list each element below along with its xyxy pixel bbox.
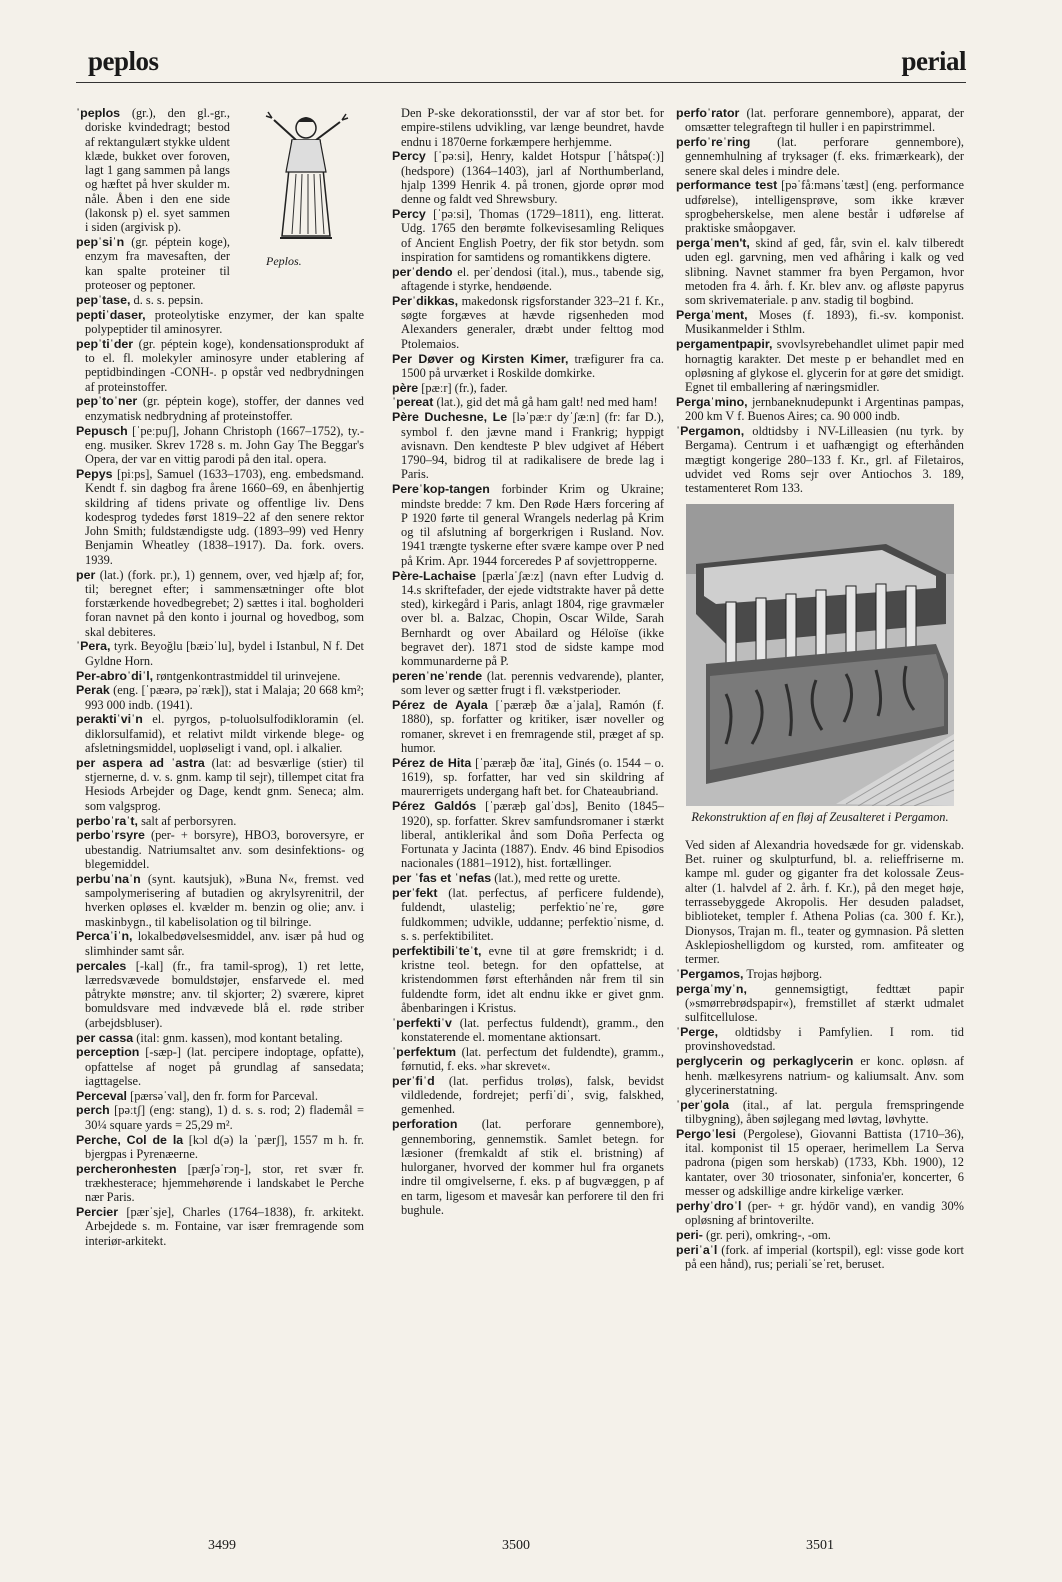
entry-definition: (lat. perennis vedvarende), planter, som lever og sætter frugt i fl. vækstperioder. — [401, 669, 664, 698]
entry-headword: ˈpereat — [392, 395, 434, 410]
dictionary-entry — [392, 1045, 664, 1074]
entry-headword: Percy — [392, 207, 426, 222]
entry-headword: periˈaˈl — [676, 1242, 718, 1257]
dictionary-entry — [76, 669, 364, 683]
dictionary-entry — [676, 838, 964, 967]
peplos-illustration — [236, 106, 364, 266]
entry-definition: (gr. péptein koge), stoffer, der dannes ved enzymatisk nedbrydning af proteinstoffer. — [85, 394, 364, 423]
entry-definition: (per- + borsyre), HBO3, boroversyre, er ubestandig. Natriumsaltet anv. som desinfektions- og blegemiddel. — [85, 828, 364, 871]
entry-headword: Père-Lachaise — [392, 568, 477, 583]
entry-definition: (gr. péptein koge), kondensationsprodukt af to el. fl. molekyler aminosyre under etablering af peptidbindingen -CONH-. p opstår ved nedbrydningen af proteinstoffer. — [85, 336, 364, 394]
entry-headword: pergaˈmyˈn, — [676, 981, 747, 996]
entry-headword: Pergaˈmino, — [676, 394, 748, 409]
peplos-figure-drawing — [236, 106, 364, 252]
entry-definition: træfigurer fra ca. 1500 på urværket i Roskilde domkirke. — [401, 351, 664, 380]
dictionary-entry — [392, 569, 664, 669]
dictionary-entry — [76, 872, 364, 929]
dictionary-entry — [76, 959, 364, 1030]
entry-definition: [kɔl d(ə) la ˈpærʃ], 1557 m h. fr. bjergpas i Pyrenæerne. — [85, 1132, 364, 1161]
entry-definition: (gr.), den gl.-gr., doriske kvindedragt; bestod af rektangulært stykke uldent klæde, bukket over foroven, lagt 1 gang sammen på langs og hæftet på hver skulder m. nåle. Åben i den ene side (lakonsk p) el. syet sammen i siden (argivisk p). — [85, 106, 230, 235]
dictionary-entry — [392, 799, 664, 870]
entry-definition: lokalbedøvelsesmiddel, anv. især på hud og slimhinder samt sår. — [85, 929, 364, 958]
col2-entries — [392, 106, 664, 1217]
entry-definition: oldtidsby i Pamfylien. I rom. tid provinshovedstad. — [685, 1025, 964, 1054]
dictionary-entry — [76, 1089, 364, 1103]
entry-definition: [ˈpæræþ ðæ aˈjala], Ramón (f. 1880), sp. forfatter og kritiker, især noveller og romaner, skrevet i en fremragende stil, præget af sp. humor. — [401, 698, 664, 756]
entry-headword: pepˈtiˈder — [76, 336, 134, 351]
entry-headword: perboˈraˈt, — [76, 813, 138, 828]
entry-definition: (lat. perfectus, af perficere fuldende), fuldendt, ulastelig; perfektioˈneˈre, gøre fuldkommen; udvikle, uddanne; perfektioˈnisme, d. s. s. perfektibilitet. — [401, 886, 664, 943]
entry-headword: Pérez de Hita — [392, 755, 472, 770]
entry-headword: Pergaˈment, — [676, 308, 748, 323]
dictionary-entry — [676, 1025, 964, 1054]
entry-definition: (synt. kautsjuk), »Buna N«, fremst. ved sampolymerisering af butadien og akrylsyrenitril, der hverken opløses el. kvælder m. benzin og olie; anv. i maskinbygn., til kabelisolation og til bilringe. — [85, 871, 364, 929]
entry-definition: [-kal] (fr., fra tamil-sprog), 1) ret lette, lærredsvævede bomuldstøjer, ensfarvede el. med påtrykte mønstre; anv. til skjorter; 2) sværere, kipret bomuldsvare med indvævede blå el. røde striber (arbejdsbluser). — [85, 958, 364, 1030]
entry-headword: peptiˈdaser, — [76, 307, 146, 322]
dictionary-entry — [676, 1054, 964, 1097]
entry-headword: Perˈdikkas, — [392, 293, 459, 308]
page-number-left: 3499 — [208, 1538, 236, 1553]
entry-definition: [pæːr] (fr.), fader. — [421, 380, 508, 395]
entry-definition: Trojas højborg. — [746, 966, 823, 981]
entry-headword: perhyˈdroˈl — [676, 1198, 742, 1213]
dictionary-entry — [392, 149, 664, 206]
entry-headword: pepˈsiˈn — [76, 235, 125, 250]
dictionary-entry — [76, 308, 364, 337]
entry-definition: [ˈpæræþ galˈdɔs], Benito (1845–1920), sp. forfatter. Skrev samfundsromaner i stærkt liberal, antiklerikal ånd som Doña Perfecta og Fortunata y Jacinta (1887). Endv. 46 bind Episodios nacionales (1881–1912), hist. fortællinger. — [401, 799, 664, 871]
entry-headword: ˈperˈgola — [676, 1097, 730, 1112]
dictionary-entry — [392, 698, 664, 755]
dictionary-entry — [76, 814, 364, 828]
entry-definition: (Pergolese), Giovanni Battista (1710–36), ital. komponist til 15 operaer, herimellem La Serva padrona (pigen som herskab) (1733, Kbh. 1900), 12 kantater, over 30 triosonater, sinfonia'er, koncerter, 6 messer og adskillige andre kirkelige værker. — [685, 1126, 964, 1198]
entry-definition: [pəˈfåːmənsˈtæst] (eng. performance udførelse), intelligensprøve, som ikke kræver sprogbeherskelse, men alene består i udførelse af praktiske småopgaver. — [685, 178, 964, 236]
entry-headword: per aspera ad ˈastra — [76, 755, 205, 770]
pergamon-altar-photo — [686, 504, 954, 806]
dictionary-entry — [76, 828, 364, 871]
entry-headword: percheronhesten — [76, 1161, 177, 1176]
pergamon-photo-caption: Rekonstruktion af en fløj af Zeusalteret i Pergamon. — [691, 809, 949, 824]
entry-headword: percales — [76, 958, 127, 973]
entry-definition: el. pyrgos, p-toluolsulfodikloramin (el. diklorsulfamid), et relativt mildt virkende blege- og afsletningsmiddel, uopløseligt i vand, opl. i alkalier. — [85, 712, 364, 756]
entry-definition: (fork. af imperial (kortspil), egl: visse gode kort på een hånd), rus; perialiˈseˈret, beruset. — [685, 1242, 964, 1271]
entry-headword: Pepusch — [76, 423, 128, 438]
dictionary-entry — [676, 308, 964, 337]
dictionary-entry — [676, 1199, 964, 1228]
page-number-middle: 3500 — [502, 1538, 530, 1553]
entry-definition: evne til at gøre fremskridt; i d. kristne teol. betegn. for den opfattelse, at kristendommen først efterhånden når frem til sin fuldendte form, idet alt endnu ikke er givet gnm. åbenbaringen i Kristus. — [401, 943, 664, 1015]
dictionary-entry — [392, 106, 664, 149]
dictionary-entry — [76, 1103, 364, 1132]
dictionary-entry — [76, 1162, 364, 1205]
dictionary-entry — [392, 410, 664, 481]
entry-headword: perfoˈreˈring — [676, 135, 751, 150]
entry-headword: peri- — [676, 1227, 703, 1242]
entry-definition: [piːps], Samuel (1633–1703), eng. embedsmand. Kendt f. sin dagbog fra årene 1660–69, en åbenhjertig skildring af tidens private og offentlige liv. Dens kodesprog tydedes først 1819–22 af den senere rektor John Smith; fuldstændigste udg. (1893–99) ved Henry Benjamin Wheatley (1838–1917). Da. fork. overs. 1939. — [85, 466, 364, 567]
entry-headword: perch — [76, 1103, 110, 1118]
dictionary-entry — [676, 236, 964, 307]
entry-definition: jernbaneknudepunkt i Argentinas pampas, 200 km V f. Buenos Aires; ca. 90 000 indb. — [685, 394, 964, 424]
entry-headword: perfektibiliˈteˈt, — [392, 943, 482, 958]
entry-headword: perbuˈnaˈn — [76, 871, 141, 886]
entry-definition: proteolytiske enzymer, der kan spalte polypeptider til aminosyrer. — [85, 307, 364, 336]
dictionary-entry — [392, 944, 664, 1015]
entry-definition: Ved siden af Alexandria hovedsæde for gr. videnskab. Bet. ruiner og skulpturfund, bl. a. relieffriserne m. kampe ml. guder og giganter fra det kolossale Zeus-alter (1. halvdel af 2. årh. f. Kr.), på den meget høje, terrassebyggede Akropolis. Her desuden paladset, biblioteket, templer f. Athena Polias (ca. 300 f. Kr.), Dionysos, Trajan m. fl., teater og gymnasion. På sletten Asklepioshelligdom og kursted, rom. amfiteater og termer. — [685, 837, 964, 967]
entry-headword: Perak — [76, 683, 110, 698]
dictionary-entry — [76, 756, 364, 813]
entry-headword: Perche, Col de la — [76, 1132, 184, 1147]
dictionary-entry — [392, 756, 664, 799]
pergamon-altar-drawing — [686, 504, 954, 806]
entry-headword: perforation — [392, 1117, 458, 1132]
dictionary-entry — [392, 207, 664, 264]
dictionary-entry — [76, 929, 364, 958]
col1-entries — [76, 106, 364, 1248]
entry-definition: [pærsəˈval], den fr. form for Parceval. — [130, 1088, 318, 1103]
dictionary-entry — [392, 669, 664, 698]
entry-headword: pergaˈmen't, — [676, 236, 750, 251]
entry-headword: Perceval — [76, 1088, 127, 1103]
entry-headword: Per-abroˈdiˈl, — [76, 668, 154, 683]
entry-headword: Percier — [76, 1205, 119, 1220]
entry-headword: perboˈrsyre — [76, 828, 145, 843]
col3-top-entries — [676, 106, 964, 496]
entry-headword: per cassa — [76, 1030, 134, 1045]
dictionary-entry — [392, 265, 664, 294]
dictionary-entry — [392, 871, 664, 885]
entry-headword: père — [392, 380, 419, 395]
dictionary-entry — [76, 568, 364, 639]
dictionary-entry — [676, 1098, 964, 1127]
dictionary-entry — [76, 394, 364, 423]
dictionary-entry — [392, 1117, 664, 1217]
entry-definition: (lat: ad besværlige (stier) til stjernerne, d. v. s. gnm. kamp til sejr), tillempet citat fra Hesiods Arbejder og Dage, kendt gnm. Seneca; alm. som valgsprog. — [85, 755, 364, 813]
dictionary-entry — [676, 135, 964, 178]
entry-definition: d. s. s. pepsin. — [133, 292, 204, 307]
dictionary-entry — [76, 467, 364, 567]
dictionary-entry — [392, 1016, 664, 1045]
dictionary-entry — [676, 1243, 964, 1272]
running-head-right: perial — [901, 46, 966, 76]
entry-headword: perglycerin og perkaglycerin — [676, 1054, 854, 1069]
entry-headword: Pereˈkop-tangen — [392, 482, 490, 497]
entry-headword: pepˈtase, — [76, 292, 131, 307]
column-3 — [676, 106, 964, 1272]
entry-headword: Pérez Galdós — [392, 799, 477, 814]
entry-definition: gennemsigtigt, fedttæt papir (»smørrebrødspapir«), fremstillet af stærkt udmalet sulfitcellulose. — [685, 981, 964, 1025]
entry-definition: Moses (f. 1893), fi.-sv. komponist. Musikanmelder i Sthlm. — [685, 308, 964, 337]
entry-headword: perˈfekt — [392, 886, 438, 901]
entry-definition: (per- + gr. hýdōr vand), en vandig 30% opløsning af brintoverilte. — [685, 1198, 964, 1228]
header-rule — [76, 82, 966, 83]
entry-headword: per — [76, 567, 96, 582]
entry-definition: røntgenkontrastmiddel til urinvejene. — [156, 668, 341, 683]
entry-headword: Pepys — [76, 466, 113, 481]
entry-headword: Pérez de Ayala — [392, 698, 488, 713]
col3-bottom-entries — [676, 838, 964, 1271]
entry-headword: ˈpeplos — [76, 106, 121, 120]
entry-definition: svovlsyrebehandlet ulimet papir med hornagtig karakter. Det meste p er behandlet med en opløsning af glykose el. glycerin for at gøre det smidigt. Egnet til emballering af næringsmidler. — [685, 337, 964, 395]
entry-definition: [pəːtʃ] (eng: stang), 1) d. s. s. rod; 2) flademål = 30¼ square yards = 25,29 m². — [85, 1103, 364, 1132]
entry-headword: performance test — [676, 178, 778, 193]
entry-definition: er konc. opløsn. af henh. mælkesyrens natrium- og kaliumsalt. Anv. som glycerinerstatning. — [685, 1054, 965, 1097]
entry-definition: [pærˈsje], Charles (1764–1838), fr. arkitekt. Arbejdede s. m. Fontaine, var især fremragende som interiør-arkitekt. — [85, 1205, 365, 1248]
dictionary-entry — [676, 337, 964, 394]
entry-definition: (lat. perforare gennembore), gennemboring, gennemstik. Samlet betegn. for læsioner (fremkaldt af stik el. bristning) af hulorganer, hvorved der kommer hul fra organets indre til omgivelserne, f. eks. p af bugvæggen, p af en tarm, ligesom et mavesår kan perforere til den fri bughule. — [401, 1117, 664, 1218]
entry-definition: tyrk. Beyoğlu [bæiɔˈlu], bydel i Istanbul, N f. Det Gyldne Horn. — [85, 639, 364, 668]
entry-headword: pergamentpapir, — [676, 337, 773, 352]
entry-definition: (lat.), gid det må gå ham galt! ned med ham! — [436, 395, 658, 410]
entry-definition: [ˈpəːsi], Henry, kaldet Hotspur [ˈhåtspə(ː)] (hedspore) (1364–1403), jarl af Northumberland, hjalp 1399 Henrik 4. på tronen, gjorde oprør mod denne og faldt ved Shrewsbury. — [401, 149, 665, 207]
dictionary-entry — [676, 106, 964, 135]
entry-definition: (lat. perfidus troløs), falsk, bevidst vildledende, fordrejet; perfiˈdiˈ, svig, falskhed, gemenhed. — [401, 1073, 664, 1117]
dictionary-entry — [392, 294, 664, 351]
dictionary-entry — [392, 352, 664, 381]
entry-definition: (lat. perfectum det fuldendte), gramm., førnutid, f. eks. »har skrevet«. — [401, 1044, 664, 1074]
entry-definition: salt af perborsyren. — [141, 813, 237, 828]
entry-headword: ˈPera, — [76, 639, 111, 654]
entry-headword: per ˈfas et ˈnefas — [392, 871, 492, 886]
entry-definition: (ital: gnm. kassen), mod kontant betaling. — [136, 1030, 343, 1045]
dictionary-entry — [676, 967, 964, 981]
entry-definition: el. perˈdendosi (ital.), mus., tabende sig, aftagende i styrke, hendøende. — [401, 264, 664, 294]
entry-headword: perfoˈrator — [676, 106, 740, 120]
entry-headword: Percaˈiˈn, — [76, 929, 133, 944]
entry-headword: perception — [76, 1045, 140, 1060]
entry-definition: (lat. perforare gennembore), gennemhulning af tryksager (f. eks. frimærkeark), der senere skal deles i mindre dele. — [685, 135, 964, 178]
entry-headword: Per Døver og Kirsten Kimer, — [392, 351, 569, 366]
dictionary-entry — [76, 1031, 364, 1045]
entry-definition: (lat. perfectus fuldendt), gramm., den konstaterende el. momentane aktionsart. — [401, 1015, 664, 1044]
dictionary-entry — [676, 178, 964, 235]
entry-definition: skind af ged, får, svin el. kalv tilberedt uden egl. garvning, men ved afhåring i kalk og ved slibning. Navnet stammer fra byen Pergamon, hvor metoden fra 4. årh. f. Kr. blev anv. og afløste papyrus som skrivemateriale. p anv. stadig til bogbind. — [685, 236, 964, 308]
entry-headword: peraktiˈviˈn — [76, 712, 143, 727]
entry-headword: perˈfiˈd — [392, 1073, 435, 1088]
dictionary-entry — [76, 337, 364, 394]
column-1 — [76, 106, 364, 1248]
entry-headword: ˈPergamon, — [676, 424, 745, 439]
column-2 — [392, 106, 664, 1218]
entry-headword: ˈPerge, — [676, 1025, 719, 1040]
entry-headword: pepˈtoˈner — [76, 394, 138, 409]
dictionary-entry — [76, 683, 364, 712]
entry-definition: [ˈpəːsi], Thomas (1729–1811), eng. litterat. Udg. 1765 den berømte folkevisesamling Reliques of Ancient English Poetry, der fik stor betydn. som inspiration for samtidens og romantikkens digtere. — [401, 207, 664, 264]
dictionary-entry — [392, 395, 664, 409]
entry-definition: [ˈpæræþ ðæ ˈita], Ginés (o. 1544 – o. 1619), sp. forfatter, har ved sin skildring af maurerrigets undergang haft bet. for Chateaubriand. — [401, 755, 664, 799]
entry-definition: [-sæp-] (lat. percipere indoptage, opfatte), opfattelse af noget på grundlag af sansedata; iagttagelse. — [85, 1045, 364, 1088]
entry-definition: [pærʃəˈrɔŋ-], stor, ret svær fr. trækhesterace; hjemmehørende i landskabet le Perche nær Paris. — [85, 1161, 364, 1205]
entry-definition: makedonsk rigsforstander 323–21 f. Kr., søgte forgæves at hævde rigsenheden mod Alexanders generaler, dræbt under felttog mod Ptolemaios. — [401, 293, 664, 351]
entry-definition: [ləˈpæːr dyˈʃæːn] (fr: far D.), symbol f. den jævne mand i Frankrig; hyppigt avisnavn. Den kendteste P blev udgivet af Hébert 1790–94, bidrog til at radikalisere de brede lag i Paris. — [401, 410, 664, 482]
running-head-left: peplos — [88, 46, 159, 76]
entry-headword: ˈperfektum — [392, 1044, 457, 1059]
dictionary-entry — [676, 982, 964, 1025]
entry-definition: Den P-ske dekorationsstil, der var af stor bet. for empire-stilens udvikling, var længe beundret, havde endnu i 1870erne forkæmpere herhjemme. — [401, 106, 664, 149]
dictionary-entry — [676, 395, 964, 424]
entry-headword: Percy — [392, 149, 426, 164]
dictionary-entry — [76, 712, 364, 755]
dictionary-entry — [76, 1133, 364, 1162]
dictionary-entry — [676, 1127, 964, 1198]
dictionary-entry — [392, 1074, 664, 1117]
entry-definition: (gr. peri), omkring-, -om. — [705, 1227, 831, 1242]
dictionary-entry — [392, 886, 664, 943]
dictionary-entry — [76, 293, 364, 307]
page-number-right: 3501 — [806, 1538, 834, 1553]
entry-definition: [pærlaˈʃæːz] (navn efter Ludvig d. 14.s skriftefader, der ejede vidtstrakte haver på dette sted), kirkegård i Paris, anlagt 1804, rige gravmæler over bl. a. Balzac, Chopin, Oscar Wilde, Sarah Bernhardt og over Abailard og Héloïse (ikke begravet der). 1871 stod de sidste kampe mod kommunarderne på P. — [401, 568, 664, 669]
entry-definition: (lat.) (fork. pr.), 1) gennem, over, ved hjælp af; for, til; beregnet efter; i sammensætninger ofte blot forstærkende hovedbegrebet; 2) sættes i ital. bogholderi foran navnet på den konto i journal og hovedbog, som skal debiteres. — [85, 567, 364, 639]
entry-headword: ˈPergamos, — [676, 966, 744, 981]
entry-headword: perˈdendo — [392, 264, 453, 279]
entry-definition: [ˈpeːpuʃ], Johann Christoph (1667–1752), ty.-eng. musiker. Skrev 1728 s. m. John Gay The Beggar's Opera, der var en vittig parodi på den ital. opera. — [85, 423, 364, 467]
dictionary-entry — [392, 482, 664, 568]
entry-definition: (lat. perforare gennembore), apparat, der omsætter telegraftegn til huller i en papirstrimmel. — [685, 106, 964, 135]
dictionary-entry — [76, 424, 364, 467]
entry-definition: oldtidsby i NV-Lilleasien (nu tyrk. by Bergama). Centrum i et uafhængigt og efterhånden mægtigt kongerige 280–133 f. Kr., grl. af Filetairos, udvidet ved Roms sejr over Antiochos 3. 189, testamenteret Rom 133. — [685, 424, 964, 496]
entry-definition: forbinder Krim og Ukraine; mindste bredde: 7 km. Den Røde Hærs forcering af P 1920 førte til general Wrangels nederlag på Krim og til afslutning af borgerkrigen i Rusland. Nov. 1941 trængte tyskerne efter svære kampe over P ned på Krim. Apr. 1944 forceredes P af sovjettropperne. — [401, 482, 664, 568]
entry-definition: (gr. péptein koge), enzym fra mavesaften, der kan spalte proteiner til proteoser og peptoner. — [85, 235, 230, 293]
entry-headword: Pergoˈlesi — [676, 1126, 736, 1141]
entry-headword: perenˈneˈrende — [392, 669, 483, 684]
entry-definition: (eng. [ˈpæərə, pəˈræk]), stat i Malaja; 20 668 km²; 993 000 indb. (1941). — [85, 683, 365, 712]
entry-definition: (ital., af lat. pergula fremspringende tilbygning), åben søjlegang med løvtag, løvhytte. — [685, 1097, 964, 1126]
dictionary-entry — [676, 1228, 964, 1242]
entry-headword: Père Duchesne, Le — [392, 410, 508, 425]
peplos-caption: Peplos. — [266, 253, 302, 268]
dictionary-entry — [392, 381, 664, 395]
dictionary-entry — [676, 424, 964, 495]
entry-headword: ˈperfektiˈv — [392, 1015, 452, 1030]
entry-definition: (lat.), med rette og urette. — [494, 871, 621, 886]
dictionary-entry — [76, 1205, 364, 1248]
dictionary-entry — [76, 639, 364, 668]
dictionary-entry — [76, 1045, 364, 1088]
